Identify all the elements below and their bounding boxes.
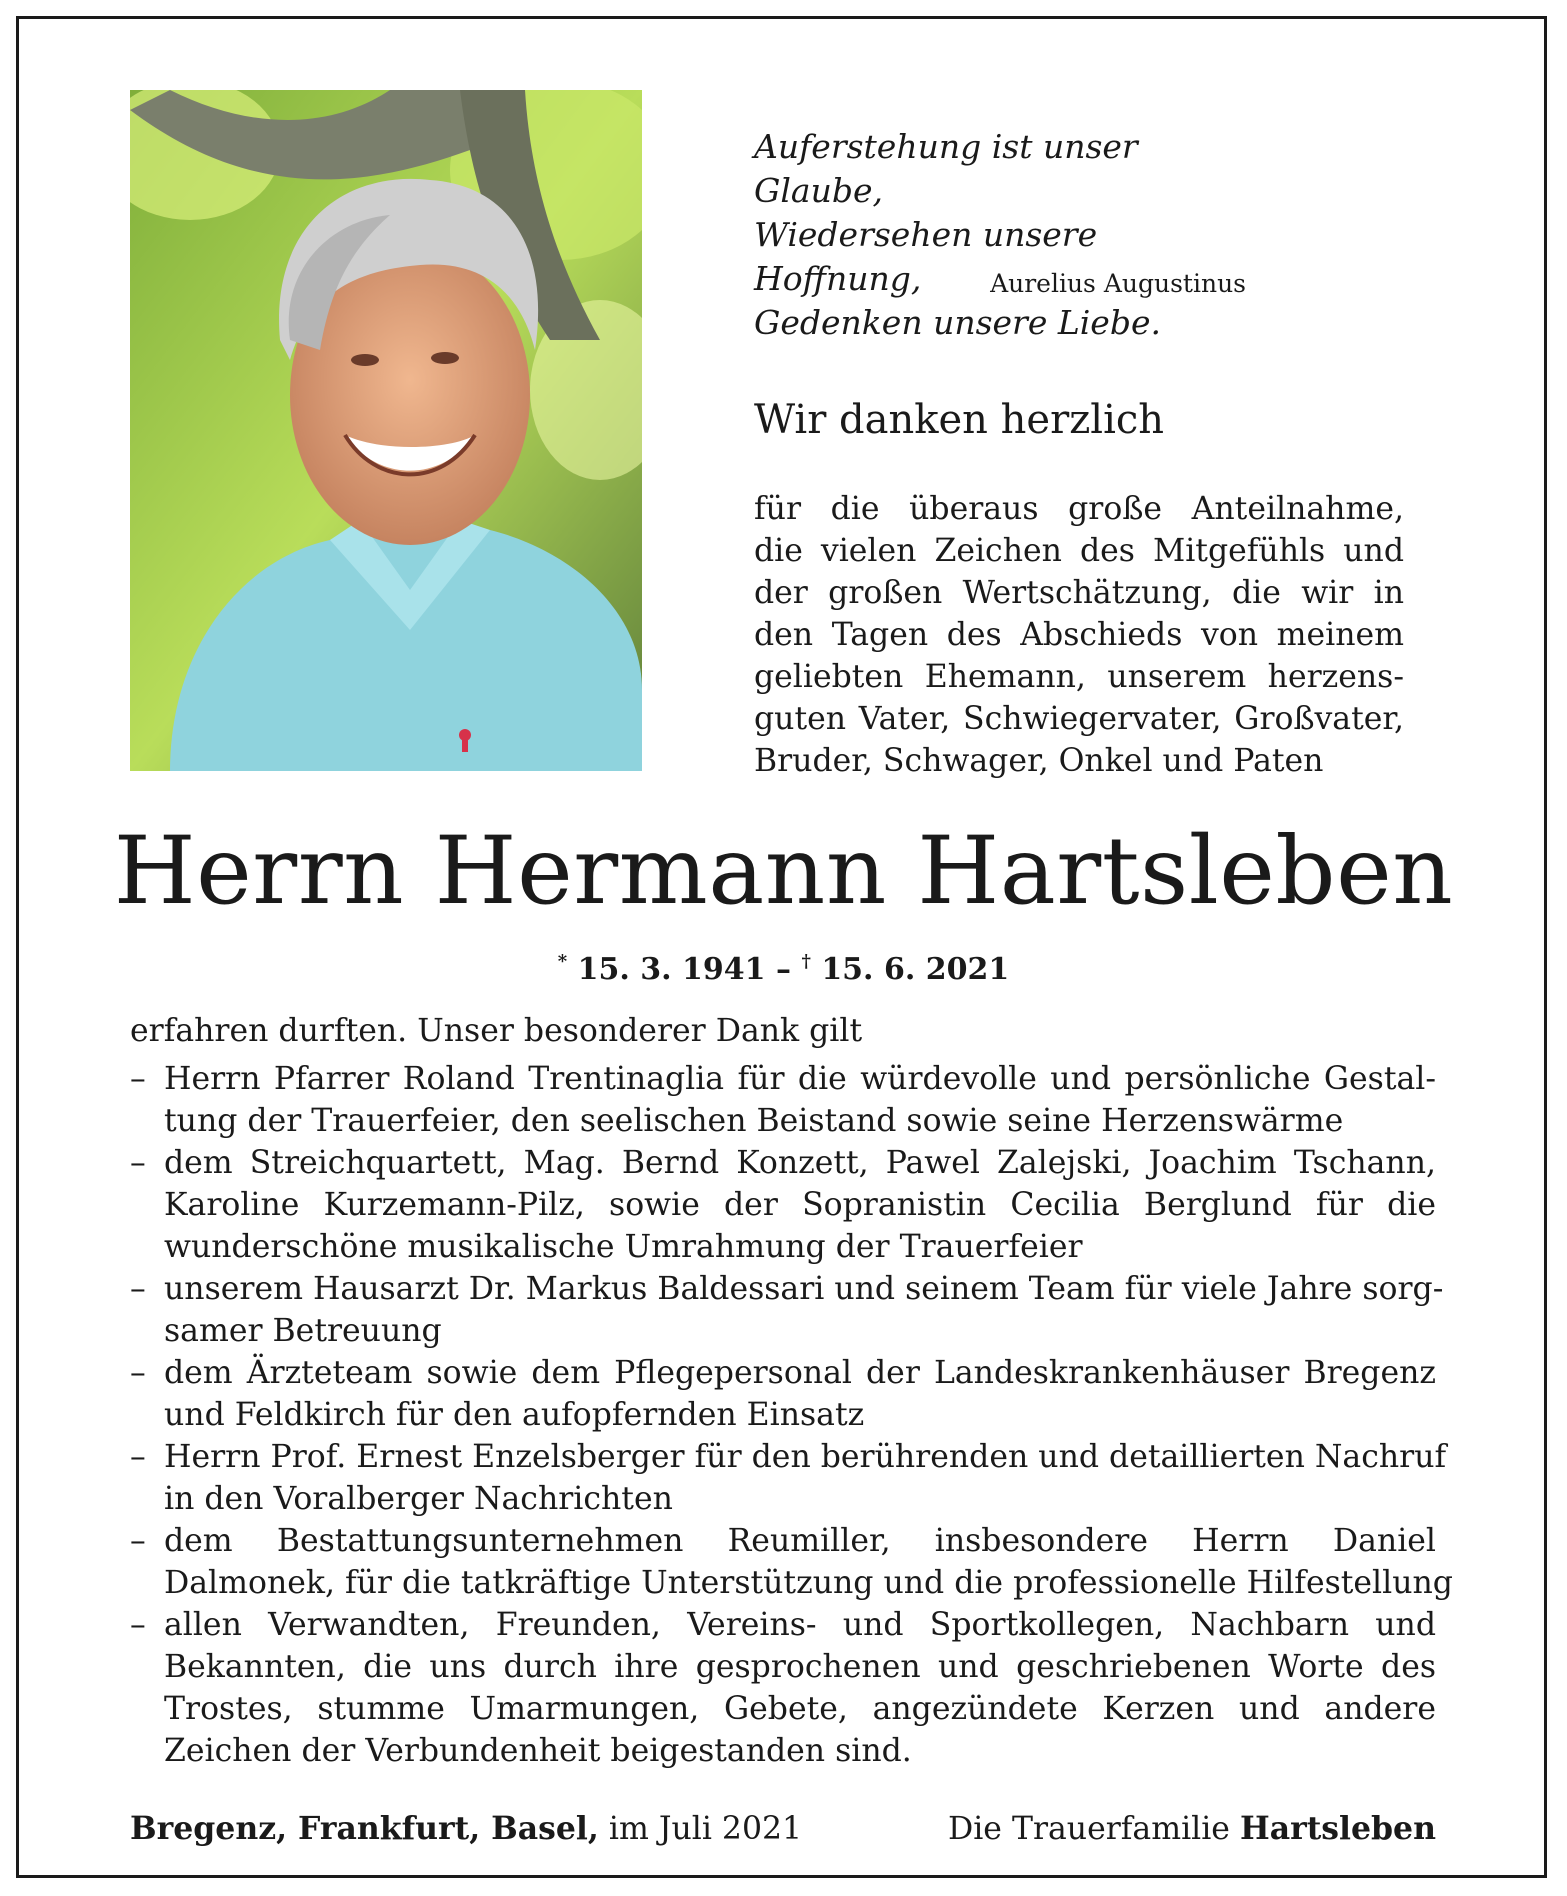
list-item-line: Karoline Kurzemann-Pilz, sowie der Sopranistin Cecilia Berglund für die	[164, 1187, 1436, 1223]
list-item	[130, 1436, 1447, 1520]
paragraph-line: Bruder, Schwager, Onkel und Paten	[754, 743, 1324, 779]
quote-author: Aurelius Augustinus	[990, 269, 1246, 298]
footer-month: im Juli 2021	[608, 1811, 803, 1847]
dash-bullet: –	[130, 1523, 146, 1559]
list-item-line: Herrn Pfarrer Roland Trentinaglia für die würdevolle und persönliche Gestal-	[164, 1061, 1436, 1097]
list-item	[130, 1520, 1453, 1604]
list-item-line: Zeichen der Verbundenheit beigestanden sind.	[164, 1733, 912, 1769]
footer-family-name: Hartsleben	[1239, 1810, 1436, 1847]
dash-bullet: –	[130, 1061, 146, 1097]
paragraph-line: die vielen Zeichen des Mitgefühls und	[754, 533, 1404, 569]
paragraph-line: geliebten Ehemann, unserem herzens-	[754, 659, 1404, 695]
birth-date: 15. 3. 1941 –	[577, 952, 791, 987]
quote	[754, 125, 1254, 345]
list-item-line: unserem Hausarzt Dr. Markus Baldessari und seinem Team für viele Jahre sorg-	[164, 1271, 1444, 1307]
dash-bullet: –	[130, 1145, 146, 1181]
footer-places: Bregenz, Frankfurt, Basel,	[130, 1810, 599, 1847]
paragraph-line: guten Vater, Schwiegervater, Großvater,	[754, 701, 1404, 737]
thanks-heading: Wir danken herzlich	[754, 397, 1165, 443]
quote-line: Wiedersehen unsere Hoffnung,	[754, 215, 1098, 298]
footer-family-prefix: Die Trauerfamilie	[947, 1811, 1230, 1847]
life-dates	[0, 942, 1567, 990]
list-item-line: in den Voralberger Nachrichten	[164, 1481, 673, 1517]
dash-bullet: –	[130, 1271, 146, 1307]
death-date: 15. 6. 2021	[821, 952, 1010, 987]
list-item	[130, 1058, 1436, 1142]
paragraph-line: für die überaus große Anteilnahme,	[754, 491, 1404, 527]
list-item-line: dem Bestattungsunternehmen Reumiller, insbesondere Herrn Daniel	[164, 1523, 1436, 1559]
death-mark: †	[801, 951, 811, 972]
portrait-photo	[130, 90, 642, 771]
paragraph-line: der großen Wertschätzung, die wir in	[754, 575, 1404, 611]
list-item-line: wunderschöne musikalische Umrahmung der Trauerfeier	[164, 1229, 1083, 1265]
list-item	[130, 1268, 1444, 1352]
list-item-line: tung der Trauerfeier, den seelischen Beistand sowie seine Herzenswärme	[164, 1103, 1344, 1139]
quote-line: Gedenken unsere Liebe.	[754, 303, 1161, 342]
dash-bullet: –	[130, 1607, 146, 1643]
lead-text: erfahren durften. Unser besonderer Dank gilt	[130, 1013, 863, 1049]
list-item	[130, 1352, 1436, 1436]
thanks-paragraph	[754, 488, 1404, 782]
dash-bullet: –	[130, 1355, 146, 1391]
list-item-line: Herrn Prof. Ernest Enzelsberger für den berührenden und detaillierten Nachruf	[164, 1439, 1447, 1475]
list-item-line: dem Streichquartett, Mag. Bernd Konzett, Pawel Zalejski, Joachim Tschann,	[164, 1145, 1436, 1181]
footer-signature	[948, 1808, 1436, 1850]
list-item-line: Bekannten, die uns durch ihre gesprochenen und geschriebenen Worte des	[164, 1649, 1436, 1685]
thanks-list	[130, 1058, 1453, 1772]
footer-location	[130, 1808, 802, 1850]
list-item	[130, 1604, 1436, 1772]
birth-mark: *	[557, 951, 568, 972]
list-item-line: Dalmonek, für die tatkräftige Unterstützung und die professionelle Hilfestellung	[164, 1565, 1453, 1601]
list-item-line: allen Verwandten, Freunden, Vereins- und Sportkollegen, Nachbarn und	[164, 1607, 1436, 1643]
list-item-line: Trostes, stumme Umarmungen, Gebete, angezündete Kerzen und andere	[164, 1691, 1436, 1727]
quote-line: Auferstehung ist unser Glaube,	[754, 127, 1138, 210]
dash-bullet: –	[130, 1439, 146, 1475]
paragraph-line: den Tagen des Abschieds von meinem	[754, 617, 1404, 653]
list-item-line: dem Ärzteteam sowie dem Pflegepersonal der Landeskrankenhäuser Bregenz	[164, 1355, 1436, 1391]
list-item-line: und Feldkirch für den aufopfernden Einsatz	[164, 1397, 865, 1433]
list-item	[130, 1142, 1436, 1268]
deceased-name: Herrn Hermann Hartsleben	[113, 817, 1454, 926]
portrait-image	[130, 90, 642, 771]
list-item-line: samer Betreuung	[164, 1313, 442, 1349]
